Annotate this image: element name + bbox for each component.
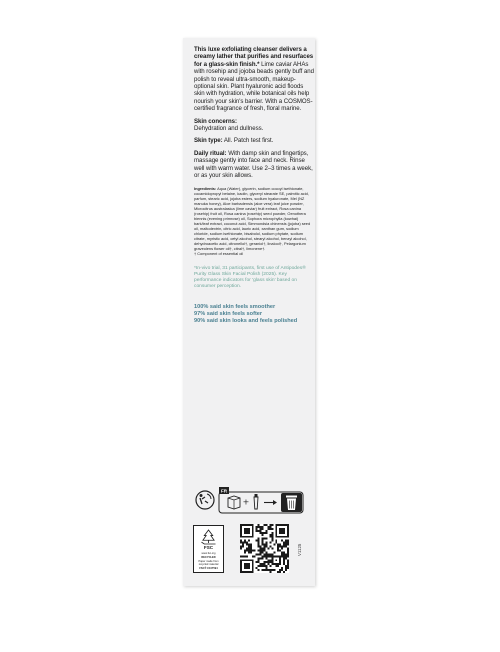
- intro-bold: This luxe exfoliating cleanser delivers a creamy lather that purifies and resurfaces for a glass-skin finish.*: [194, 46, 314, 68]
- stat-softer: 97% said skin feels softer: [194, 311, 263, 318]
- essential-oil-note: † Component of essential oil: [194, 250, 244, 256]
- skin-type-label: Skin type:: [194, 137, 223, 145]
- fsc-recycled-label: RECYCLED: [201, 556, 216, 559]
- fsc-badge: [193, 525, 224, 573]
- trial-footnote: *In-vivo trial, 31 participants, first use of Antipodes® Purity Glass Skin Facial Polish (2025). Key performance indicators for 'glass skin' based on consumer perception.: [194, 265, 306, 290]
- stat-smoother: 100% said skin feels smoother: [194, 304, 276, 311]
- fsc-tree-icon: [194, 527, 223, 546]
- box-icon: [228, 496, 240, 509]
- skin-type: [194, 137, 314, 144]
- daily-ritual-label: Daily ritual:: [194, 149, 227, 157]
- fsc-description: Paper made from recycled material: [198, 560, 219, 566]
- product-box-panel: [183, 38, 315, 586]
- daily-ritual-text: With damp skin and fingertips, massage gently into face and neck. Rinse well with warm water. Use 2–3 times a week, or as your skin allows.: [194, 149, 313, 180]
- results-stats: [194, 304, 314, 324]
- tube-icon: [254, 494, 258, 509]
- fr-label: FR: [220, 488, 228, 494]
- arrow-icon: [264, 500, 277, 505]
- version-code: V1125: [297, 543, 302, 556]
- triman-icon: [196, 491, 214, 509]
- recycling-symbols: [193, 485, 305, 515]
- ingredients-list: [194, 186, 314, 251]
- daily-ritual: [194, 150, 314, 180]
- fsc-code: FSC® C107594: [199, 567, 218, 570]
- qr-code[interactable]: [240, 524, 289, 573]
- fsc-logo-text: FSC: [203, 545, 214, 550]
- skin-concerns-text: Dehydration and dullness.: [194, 125, 264, 133]
- skin-concerns-label: Skin concerns:: [194, 117, 237, 125]
- skin-concerns: [194, 118, 314, 133]
- fsc-site: www.fsc.org: [201, 551, 216, 555]
- copy-block: [194, 46, 314, 324]
- skin-type-text: All. Patch test first.: [222, 137, 274, 145]
- plus-icon: +: [242, 497, 250, 507]
- intro-paragraph: [194, 46, 314, 113]
- intro-text: Lime caviar AHAs with rosehip and jojoba beads gently buff and polish to reveal ultra-smooth, makeup-optional skin. Plant hyaluronic acid floods skin with hydration, while botanical oils help nourish your skin's barrier. With a COSMOS-certified fragrance of fresh, floral marine.: [194, 60, 314, 113]
- stat-polished: 90% said skin looks and feels polished: [194, 317, 298, 324]
- ingredients-text: Aqua (Water), glycerin, sodium cocoyl isethionate, cocamidopropyl betaine, kaolin, glyceryl stearate SE, palmitic acid, parfum, stearic acid, jojoba esters, sodium hyaluronate, Mel (NZ manuka honey), Aloe barbadensis (aloe vera) leaf juice powder, Microcitrus australasica (lime caviar) fruit extract, Rosa canina (rosehip) fruit oil, Rosa canina (rosehip) seed powder, Oenothera biennis (evening primrose) oil, Sophora microphylla (kowhai) bark/leaf extract, coconut acid, Simmondsia chinensis (jojoba) seed oil, maltodextrin, citric acid, lauric acid, xanthan gum, sodium chloride, sodium isethionate, bisabolol, sodium phytate, sodium citrate, myristic acid, cetyl alcohol, stearyl alcohol, benzyl alcohol, dehydroacetic acid, citronellol†, geraniol†, linalool†, Pelargonium graveolens flower oil†, citral†, limonene†.: [194, 185, 311, 251]
- ingredients-label: Ingredients:: [194, 185, 217, 191]
- recycling-bin-icon: [281, 493, 302, 512]
